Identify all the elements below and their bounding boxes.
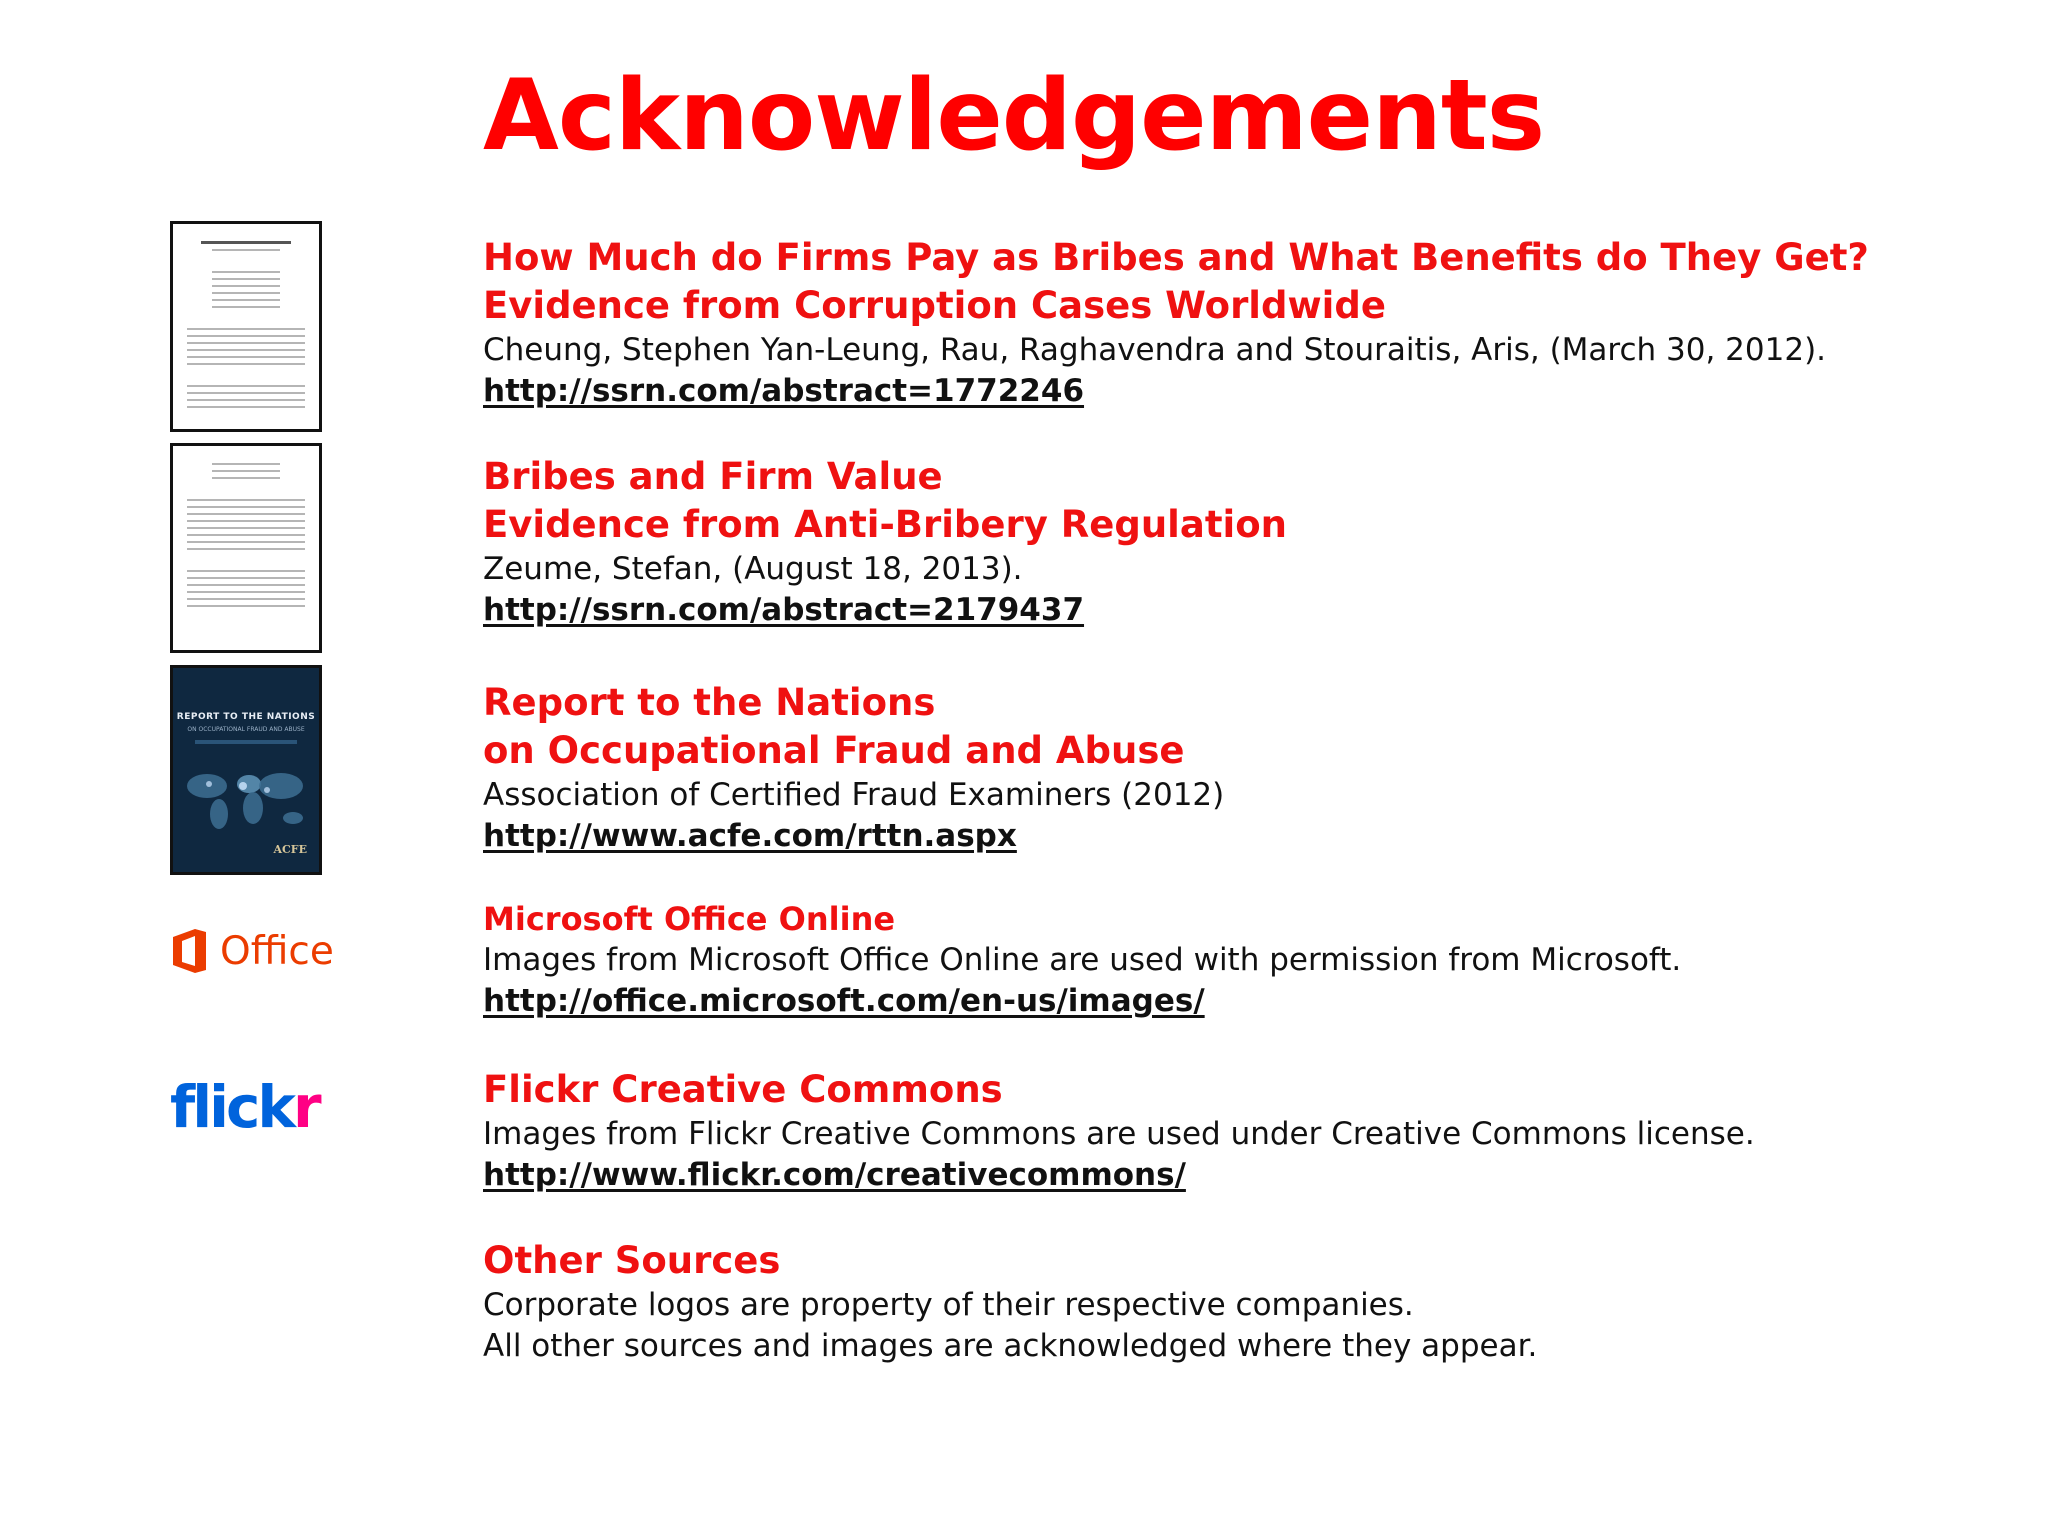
paper-thumbnail-cheung (170, 221, 322, 432)
source-description: Images from Microsoft Office Online are used with permission from Microsoft. (483, 942, 1682, 978)
source-title: Other Sources (483, 1239, 781, 1282)
source-description: Images from Flickr Creative Commons are used under Creative Commons license. (483, 1116, 1755, 1152)
flickr-logo-part2: r (292, 1073, 319, 1141)
report-cover-subtitle: ON OCCUPATIONAL FRAUD AND ABUSE (187, 726, 305, 733)
report-cover-band (195, 740, 297, 744)
reference-entry-acfe (483, 679, 1224, 857)
source-line1: Corporate logos are property of their respective companies. (483, 1287, 1414, 1323)
paper-thumbnail-zeume (170, 443, 322, 653)
source-title: Flickr Creative Commons (483, 1068, 1003, 1111)
reference-citation: Zeume, Stefan, (August 18, 2013). (483, 551, 1023, 587)
reference-title-line1: Bribes and Firm Value (483, 455, 943, 498)
flickr-logo (170, 1073, 319, 1141)
page-title: Acknowledgements (483, 59, 1545, 173)
reference-entry-cheung (483, 234, 1869, 412)
reference-link[interactable]: http://ssrn.com/abstract=2179437 (483, 592, 1085, 628)
reference-link[interactable]: http://www.acfe.com/rttn.aspx (483, 818, 1017, 854)
reference-entry-zeume (483, 453, 1287, 631)
reference-link[interactable]: http://ssrn.com/abstract=1772246 (483, 373, 1085, 409)
world-map-icon (179, 764, 313, 834)
office-icon (170, 928, 210, 974)
reference-title-line1: Report to the Nations (483, 681, 936, 724)
flickr-logo-part1: flick (170, 1073, 293, 1141)
reference-title-line2: Evidence from Corruption Cases Worldwide (483, 284, 1386, 327)
source-entry-other (483, 1237, 1537, 1367)
reference-title-line1: How Much do Firms Pay as Bribes and What Benefits do They Get? (483, 236, 1869, 279)
source-line2: All other sources and images are acknowledged where they appear. (483, 1328, 1538, 1364)
report-cover-title: REPORT TO THE NATIONS (176, 712, 316, 722)
source-link[interactable]: http://www.flickr.com/creativecommons/ (483, 1157, 1186, 1193)
reference-citation: Cheung, Stephen Yan-Leung, Rau, Raghavendra and Stouraitis, Aris, (March 30, 2012). (483, 332, 1827, 368)
acfe-logo: ACFE (273, 843, 307, 856)
source-title: Microsoft Office Online (483, 900, 896, 938)
reference-title-line2: on Occupational Fraud and Abuse (483, 729, 1185, 772)
reference-title-line2: Evidence from Anti-Bribery Regulation (483, 503, 1287, 546)
report-cover-thumbnail (170, 665, 322, 875)
source-link[interactable]: http://office.microsoft.com/en-us/images/ (483, 983, 1205, 1019)
reference-citation: Association of Certified Fraud Examiners (2012) (483, 777, 1225, 813)
source-entry-flickr (483, 1066, 1755, 1196)
office-logo-text: Office (220, 928, 334, 974)
source-entry-office (483, 898, 1681, 1022)
office-logo (170, 928, 334, 974)
